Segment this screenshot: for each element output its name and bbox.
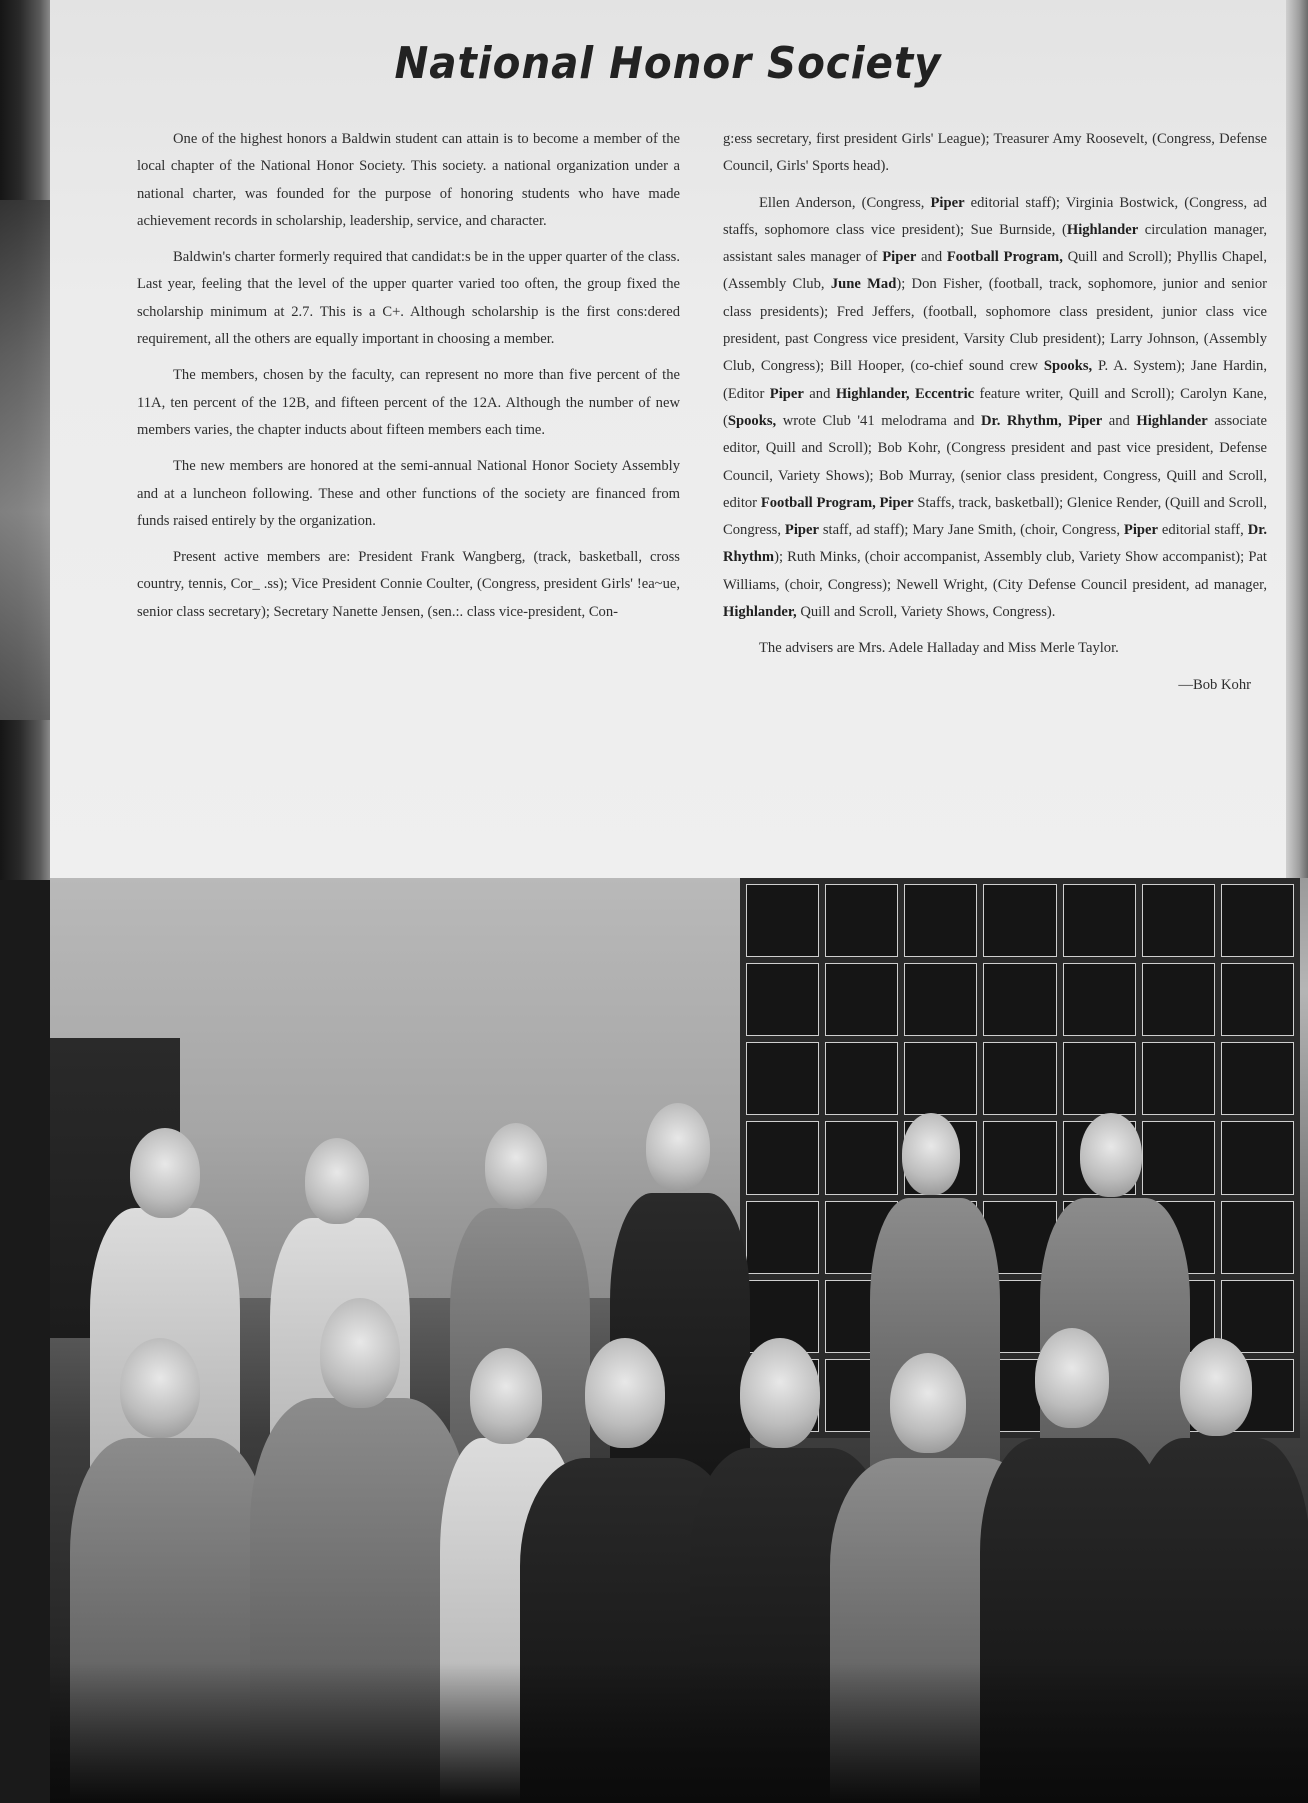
paragraph-intro: One of the highest honors a Baldwin student can attain is to become a member of the local chapter of the National Honor Society. This society. a national organization under a national charter, was founded for the purpose of honoring students who have made achievement records in scholarship, leadership, service, and character. [137,131,680,229]
publication-name: Spooks, [727,412,777,429]
publication-name: Highlander [1136,412,1208,429]
window-pane [825,884,898,957]
member-list-text: feature writer, Quill and Scroll); Carolyn Kane, ( [723,385,1267,429]
paragraph-assembly: The new members are honored at the semi-annual National Honor Society Assembly and at a luncheon following. These and other functions of the society are financed from funds raised entirely by the organization. [137,458,680,529]
photo-member-face [890,1353,966,1453]
window-pane [1142,884,1215,957]
adjacent-page-photo-strip [0,200,50,720]
member-list-text: Ellen Anderson, (Congress, [759,194,931,211]
window-pane [1221,1280,1294,1353]
photo-member-face [305,1138,369,1224]
article-column-left [137,126,680,635]
window-pane [1221,963,1294,1036]
photo-member-face [1035,1328,1109,1428]
window-pane [904,884,977,957]
paragraph-advisers: The advisers are Mrs. Adele Halladay and Miss Merle Taylor. [759,640,1119,657]
publication-name: Piper [930,194,965,211]
publication-name: Piper [769,385,804,402]
window-pane [825,1121,898,1194]
photo-member-face [585,1338,665,1448]
window-pane [1142,963,1215,1036]
photo-member-face [120,1338,200,1438]
member-list-text: Quill and Scroll); Phyllis Chapel, (Assembly Club, [723,249,1268,293]
member-list-text: staff, ad staff); Mary Jane Smith, (choir, Congress, [818,522,1124,539]
member-list-text: editorial staff); Virginia Bostwick, (Congress, ad staffs, sophomore class vice president); Sue Burnside, ( [723,194,1267,238]
window-pane [1221,1042,1294,1115]
window-pane [904,1042,977,1115]
member-list-text: circulation manager, assistant sales manager of [723,221,1267,266]
photo-member-face [1080,1113,1142,1197]
member-list-text: ); Ruth Minks, (choir accompanist, Assembly club, Variety Show accompanist); Pat Williams, (choir, Congress); Newell Wright, (City Defense Council president, ad manager, [723,549,1267,593]
publication-name: June Mad [830,276,897,293]
member-list-text: P. A. System); Jane Hardin, (Editor [723,358,1267,402]
window-pane [746,1121,819,1194]
article-column-right [723,126,1267,708]
member-list-text: and [803,385,836,402]
window-pane [1142,1121,1215,1194]
window-pane [746,884,819,957]
window-pane [1221,884,1294,957]
photo-member-face [130,1128,200,1218]
window-pane [1221,1121,1294,1194]
window-pane [983,963,1056,1036]
member-list-text: Staffs, track, basketball); Glenice Render, (Quill and Scroll, Congress, [723,494,1268,539]
window-pane [746,963,819,1036]
member-list-text: and [1102,412,1137,429]
author-signature: —Bob Kohr [1178,676,1251,693]
window-pane [1063,963,1136,1036]
photo-member-face [740,1338,820,1448]
window-pane [746,1201,819,1274]
photo-member-face [902,1113,960,1195]
window-pane [904,963,977,1036]
publication-name: Spooks, [1043,358,1093,375]
window-pane [1063,1042,1136,1115]
paragraph-charter: Baldwin's charter formerly required that candidat:s be in the upper quarter of the class. Last year, feeling that the level of the upper quarter varied too often, the group fixed the scholarship minimum at 2.7. This is a C+. Although scholarship is the first cons:dered requirement, all the others are equally important in choosing a member. [137,249,680,348]
publication-name: Piper [882,249,917,266]
publication-name: Dr. Rhythm [723,522,1268,566]
member-list-text: editorial staff, [1157,522,1248,539]
member-list-text: associate editor, Quill and Scroll); Bob Kohr, (Congress president and past vice president, Defense Council, Variety Shows); Bob Murray, (senior class president, Congress, Quill and Scroll, editor [723,412,1267,511]
window-pane [1063,884,1136,957]
scan-right-edge [1286,0,1308,880]
group-photograph [50,878,1308,1803]
photo-foreground-shadow [50,1663,1308,1803]
publication-name: Piper [1123,522,1158,539]
publication-name: Highlander, [723,604,797,621]
member-list-text: ); Don Fisher, (football, track, sophomore, junior and senior class presidents); Fred Jeffers, (football, sophomore class president, junior class vice president, past Congress vice president, Varsity Club president); Larry Johnson, (Assembly Club, Congress); Bill Hooper, (co-chief sound crew [723,276,1268,375]
photo-member-face [320,1298,400,1408]
publication-name: Football Program, [946,249,1063,266]
paragraph-members: The members, chosen by the faculty, can represent no more than five percent of the 11A, ten percent of the 12B, and fifteen percent of the 12A. Although the number of new members varies, the chapter inducts about fifteen members each time. [137,367,680,438]
photo-member-face [470,1348,542,1444]
window-pane [983,884,1056,957]
window-pane [825,1042,898,1115]
photo-member-face [646,1103,710,1191]
scan-left-edge [0,0,50,880]
window-pane [983,1121,1056,1194]
window-pane [746,1042,819,1115]
yearbook-page [50,0,1286,880]
photo-member-face [485,1123,547,1209]
window-pane [983,1042,1056,1115]
window-pane [1221,1201,1294,1274]
member-list-text: wrote Club '41 melodrama and [776,412,982,429]
publication-name: Football Program, Piper [760,494,914,511]
publication-name: Highlander [1066,221,1139,238]
member-list-text: Quill and Scroll, Variety Shows, Congress). [796,604,1056,621]
paragraph-officers: Present active members are: President Frank Wangberg, (track, basketball, cross country, tennis, Cor_ .ss); Vice President Connie Coulter, (Congress, president Girls' !ea~ue, senior class secretary); Secretary Nanette Jensen, (sen.:. class vice-president, Con- [137,549,680,620]
paragraph-member-list [723,190,1267,627]
window-pane [1142,1042,1215,1115]
publication-name: Dr. Rhythm, Piper [981,412,1103,429]
window-pane [825,963,898,1036]
page-title: National Honor Society [394,38,942,89]
photo-member-face [1180,1338,1252,1436]
member-list-text: and [916,249,947,266]
paragraph-officers-continued: g:ess secretary, first president Girls' League); Treasurer Amy Roosevelt, (Congress, Defense Council, Girls' Sports head). [723,131,1267,175]
publication-name: Piper [784,522,819,539]
publication-name: Highlander, Eccentric [835,385,975,402]
